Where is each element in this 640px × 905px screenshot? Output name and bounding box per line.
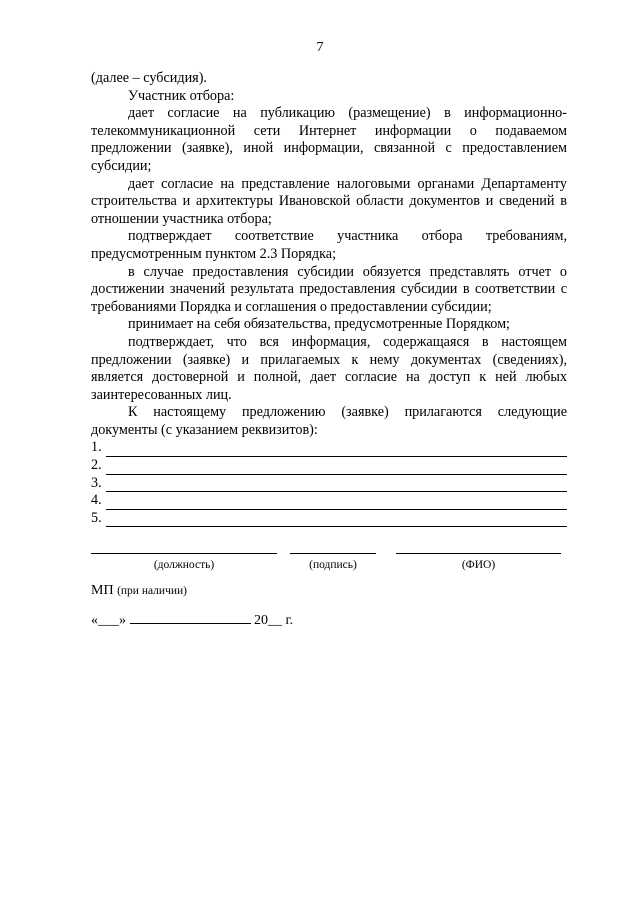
name-label: (ФИО) xyxy=(461,559,496,571)
stamp-note: (при наличии) xyxy=(117,585,188,597)
page-number: 7 xyxy=(316,40,324,55)
list-item-blank-line xyxy=(106,513,567,527)
stamp-line xyxy=(91,583,187,599)
list-item xyxy=(91,510,567,528)
list-item-number: 5. xyxy=(91,509,102,526)
date-day-blank: ___ xyxy=(98,613,119,628)
document-body xyxy=(91,70,567,527)
list-item-blank-line xyxy=(106,478,567,492)
stamp-label: МП xyxy=(91,583,114,598)
list-item xyxy=(91,457,567,475)
list-item-blank-line xyxy=(106,461,567,475)
paragraph-confirms-information: подтверждает, что вся информация, содержащаяся в настоящем предложении (заявке) и прилагаемых к нему документах (сведениях), является достоверной и полной, дает согласие на доступ к ней любых заинтересованных лиц. xyxy=(91,333,567,403)
list-item xyxy=(91,439,567,457)
paragraph-consent-tax: дает согласие на представление налоговыми органами Департаменту строительства и архитектуры Ивановской области документов и сведений в отношении участника отбора; xyxy=(91,175,567,227)
list-item-number: 2. xyxy=(91,457,102,474)
list-item xyxy=(91,492,567,510)
list-item-number: 1. xyxy=(91,439,102,456)
position-label: (должность) xyxy=(153,559,215,571)
date-month-blank-line xyxy=(130,611,251,624)
paragraph-attachments-intro: К настоящему предложению (заявке) прилагаются следующие документы (с указанием реквизитов): xyxy=(91,404,567,438)
date-close-quote: » xyxy=(119,613,126,628)
date-line xyxy=(91,611,293,629)
name-line xyxy=(396,553,561,554)
list-item xyxy=(91,475,567,493)
date-year-prefix: 20 xyxy=(254,613,268,628)
list-item-blank-line xyxy=(106,496,567,510)
document-list xyxy=(91,439,567,527)
signature-label: (подпись) xyxy=(309,559,357,571)
list-item-blank-line xyxy=(106,443,567,457)
paragraph-participant-heading: Участник отбора: xyxy=(128,87,235,104)
signature-line xyxy=(290,553,376,554)
signature-block xyxy=(91,536,567,576)
paragraph-continuation: (далее – субсидия). xyxy=(91,70,207,86)
paragraph-confirms-compliance: подтверждает соответствие участника отбора требованиям, предусмотренным пунктом 2.3 Порядка; xyxy=(91,228,567,262)
paragraph-report-obligation: в случае предоставления субсидии обязуется представлять отчет о достижении значений результата предоставления субсидии в соответствии с требованиями Порядка и соглашения о предоставлении субсидии; xyxy=(91,263,567,315)
date-year-blank: __ xyxy=(268,613,282,628)
list-item-number: 3. xyxy=(91,474,102,491)
date-suffix: г. xyxy=(285,613,294,628)
paragraph-consent-publication: дает согласие на публикацию (размещение) в информационно-телекоммуникационной сети Интернет информации о подаваемом предложении (заявке), иной информации, связанной с предоставлением субсидии; xyxy=(91,105,567,174)
position-line xyxy=(91,553,277,554)
paragraph-obligations: принимает на себя обязательства, предусмотренные Порядком; xyxy=(128,316,511,333)
list-item-number: 4. xyxy=(91,492,102,509)
date-open-quote: « xyxy=(91,613,98,628)
